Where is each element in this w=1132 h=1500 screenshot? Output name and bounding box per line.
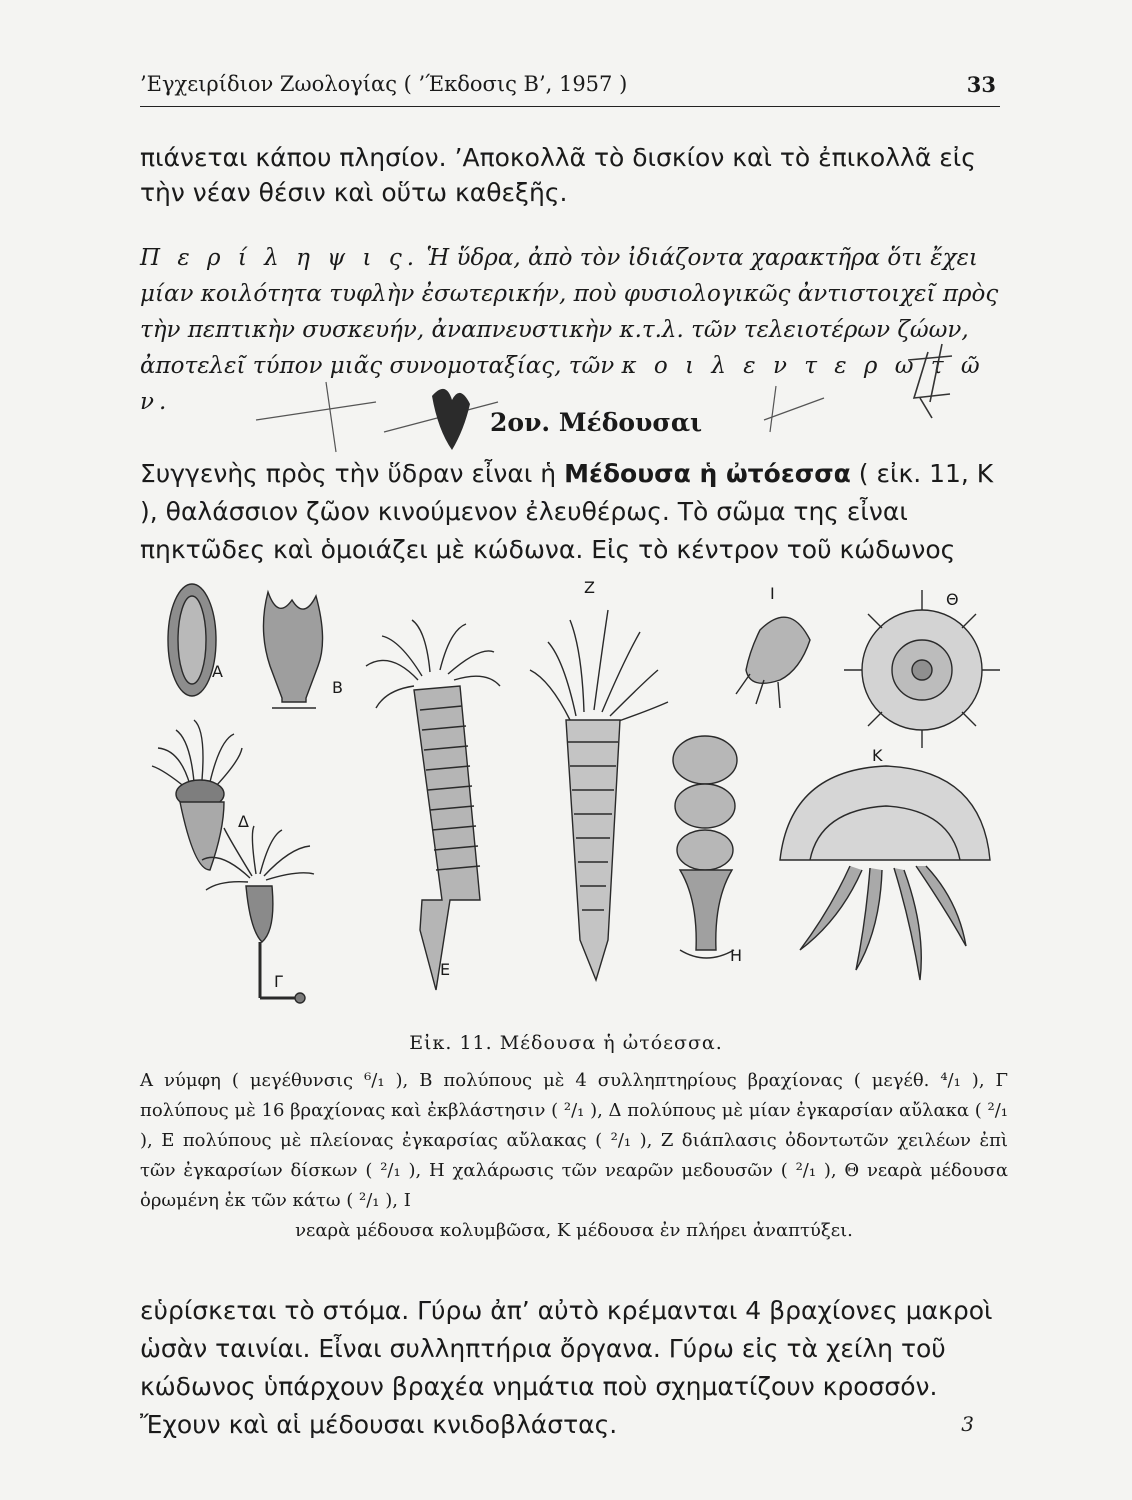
running-header <box>140 70 1000 107</box>
stage-eta-strobila-drawing <box>673 736 737 958</box>
label-epsilon: Ε <box>440 960 451 979</box>
figure-caption-title: Εἰκ. 11. Μέδουσα ἡ ὠτόεσσα. <box>409 1032 723 1054</box>
medusa-intro-before: Συγγενὴς πρὸς τὴν ὕδραν εἶναι ἡ <box>140 459 565 488</box>
legend-main: Α νύμφη ( μεγέθυνσις ⁶/₁ ), Β πολύπους μὲ 4 συλληπτηρίους βραχίονας ( μεγέθ. ⁴/₁ ), Γ πολύπους μὲ 16 βραχίονας καὶ ἐκβλάστησιν ( ²/₁ ), Δ πολύπους μὲ μίαν ἐγκαρσίαν αὔλακα ( ²/₁ ), Ε πολύπους μὲ πλείονας ἐγκαρσίας αὔλακας ( ²/₁ ), Ζ διάπλασις ὀδοντωτῶν χειλέων ἐπὶ τῶν ἐγκαρσίων δίσκων ( ²/₁ ), Η χαλάρωσις τῶν νεαρῶν μεδουσῶν ( ²/₁ ), Θ νεαρὰ μέδουσα ὁρωμένη ἐκ τῶν κάτω ( ²/₁ ), Ι <box>140 1070 1008 1211</box>
label-delta: Δ <box>238 812 249 831</box>
label-eta: Η <box>730 946 743 965</box>
summary-paragraph <box>140 240 1002 420</box>
stage-zeta-strobila-drawing <box>530 610 668 980</box>
figure-legend <box>140 1066 1008 1246</box>
medusa-species-name: Μέδουσα ἡ ὠτόεσσα <box>564 459 851 488</box>
paragraph-medusa-mouth: εὑρίσκεται τὸ στόμα. Γύρω ἀπ’ αὐτὸ κρέμανται 4 βραχίονες μακροὶ ὡσὰν ταινίαι. Εἶναι συλληπτήρια ὄργανα. Γύρω εἰς τὰ χείλη τοῦ κώδωνος ὑπάρχουν βραχέα νημάτια ποὺ σχηματίζουν κροσσόν. Ἔχουν καὶ αἱ μέδουσαι κνιδοβλάστας. <box>140 1296 993 1439</box>
header-title: ’Εγχειρίδιον Ζωολογίας ( ’Έκδοσις Β’, 1957 ) <box>140 72 628 96</box>
stage-b-polyp-drawing <box>263 592 322 708</box>
stage-kappa-medusa-drawing <box>780 766 990 980</box>
stage-epsilon-polyp-drawing <box>366 620 500 990</box>
summary-class-name: κ ο ι λ ε ν τ ε ρ ω τ ῶ ν. <box>140 353 985 415</box>
label-gamma: Γ <box>274 972 283 991</box>
label-zeta: Ζ <box>584 578 595 597</box>
stage-delta-polyp-drawing <box>152 720 242 870</box>
figure-illustration <box>150 570 1000 1020</box>
stage-gamma-polyp-drawing <box>202 826 314 1003</box>
label-iota: Ι <box>770 584 775 603</box>
paragraph-hydra-continued: πιάνεται κάπου πλησίον. ’Αποκολλᾶ τὸ δισκίον καὶ τὸ ἐπικολλᾶ εἰς τὴν νέαν θέσιν καὶ οὕτω καθεξῆς. <box>140 143 976 207</box>
paragraph-medusa-intro <box>140 455 1002 569</box>
summary-label: Π ε ρ ί λ η ψ ι ς. <box>140 245 420 271</box>
label-b: Β <box>332 678 343 697</box>
legend-last-line: νεαρὰ μέδουσα κολυμβῶσα, Κ μέδουσα ἐν πλήρει ἀναπτύξει. <box>295 1220 853 1241</box>
header-page-number: 33 <box>966 72 996 97</box>
label-theta: Θ <box>946 590 959 609</box>
stage-iota-medusa-drawing <box>736 617 810 708</box>
stage-a-larva-drawing <box>168 584 216 696</box>
stage-theta-medusa-drawing <box>844 590 1000 748</box>
label-a: Α <box>212 662 223 681</box>
label-kappa: Κ <box>872 746 883 765</box>
section-heading: 2ον. Μέδουσαι <box>490 408 703 437</box>
summary-text: Ἡ ὕδρα, ἀπὸ τὸν ἰδιάζοντα χαρακτῆρα ὅτι ἔχει μίαν κοιλότητα τυφλὴν ἐσωτερικήν, ποὺ φυσιολογικῶς ἀντιστοιχεῖ πρὸς τὴν πεπτικὴν συσκευήν, ἀναπνευστικὴν κ.τ.λ. τῶν τελειοτέρων ζώων, ἀποτελεῖ τύπον μιᾶς συνομοταξίας, τῶν <box>140 245 999 379</box>
figure-11-medusa-development <box>150 570 1000 1020</box>
footer-signature-number: 3 <box>961 1412 974 1436</box>
medusa-intro-after: ( εἰκ. 11, Κ ), θαλάσσιον ζῶον κινούμενον ἐλευθέρως. Τὸ σῶμα της εἶναι πηκτῶδες καὶ ὁμοιάζει μὲ κώδωνα. Εἰς τὸ κέντρον τοῦ κώδωνος <box>140 459 994 564</box>
